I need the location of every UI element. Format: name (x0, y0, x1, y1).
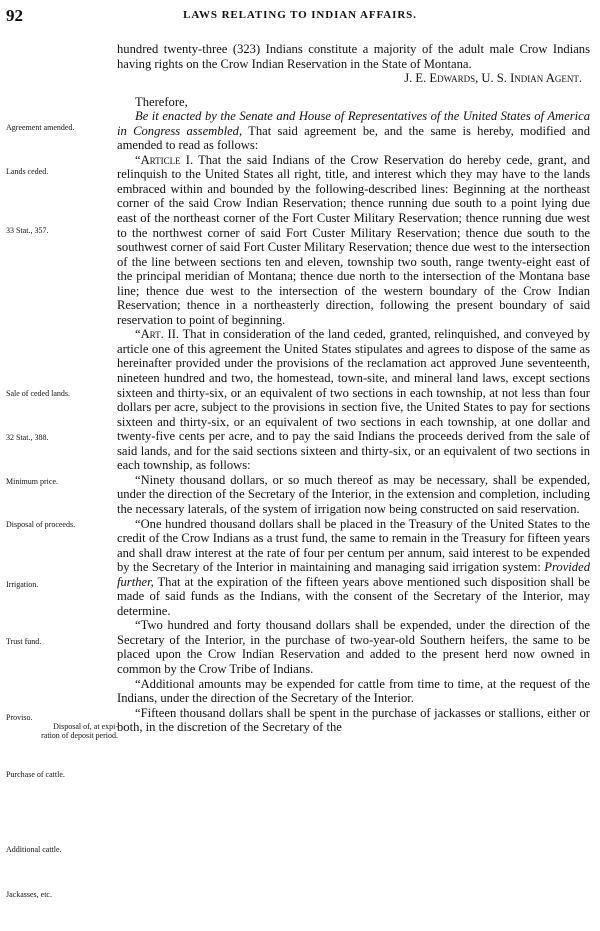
margin-note-sale-of-ceded-lands: Sale of ceded lands. (6, 389, 70, 398)
additional-cattle-paragraph: “Additional amounts may be expended for cattle from time to time, at the request of the Indians, under the direction of the Secretary of the Interior. (117, 676, 590, 706)
margin-note-purchase-of-cattle: Purchase of cattle. (6, 770, 65, 779)
article-two (117, 327, 590, 472)
margin-note-agreement-amended: Agreement amended. (6, 123, 75, 132)
article-one-text: That the said Indians of the Crow Reservation do hereby cede, grant, and relinquish to the United States all right, title, and interest which they may have to the lands embraced within and bounded by the following-described lines: Beginning at the northeast corner of the said Crow Indian Reservation; thence running due south to a point lying due east of the northeast corner of the Fort Custer Military Reservation; thence running due west to the northwest corner of said Fort Custer Military Reservation; thence due south to the southwest corner of said Fort Custer Military Reservation; thence due west to the intersection of the line between sections ten and eleven, township two south, range twenty-eight east of the principal meridian of Montana; thence due north to the intersection of the Montana base line; thence due west to the intersection of the western boundary of the Crow Indian Reservation; thence in a northeasterly direction, following the present boundary of said reservation to point of beginning. (117, 152, 590, 327)
jackasses-paragraph: “Fifteen thousand dollars shall be spent in the purchase of jackasses or stallions, either or both, in the discretion of the Secretary of the (117, 705, 590, 735)
body-text (117, 42, 590, 735)
margin-note-irrigation: Irrigation. (6, 580, 39, 589)
irrigation-paragraph: “Ninety thousand dollars, or so much thereof as may be necessary, shall be expended, under the direction of the Secretary of the Interior, in the extension and completion, including the necessary laterals, of the system of irrigation now being constructed on said reservation. (117, 472, 590, 516)
trust-fund-paragraph (117, 517, 590, 619)
running-header (0, 6, 600, 26)
margin-note-jackasses: Jackasses, etc. (6, 890, 52, 899)
signature-line: J. E. Edwards, U. S. Indian Agent. (404, 71, 582, 86)
article-two-heading: “Art. II. (135, 327, 180, 342)
article-two-text: That in consideration of the land ceded, granted, relinquished, and conveyed by article one of this agreement the United States stipulates and agrees to dispose of the same as hereinafter provided under the provisions of the reclamation act approved June seventeenth, nineteen hundred and two, the homestead, town-site, and mineral land laws, except sections sixteen and thirty-six, or an equivalent of two sections in each township, at not less than four dollars per acre, subject to the provisions in section five, the United States to pay for sections sixteen and thirty-six, or an equivalent of two sections in each township, at one dollar and twenty-five cents per acre, and to pay the said Indians the proceeds derived from the sale of said lands, and for the said sections sixteen and thirty-six, or an equivalent of two sections in each township, as follows: (117, 327, 590, 473)
margin-note-disposal-of-proceeds: Disposal of proceeds. (6, 520, 76, 529)
opening-paragraph: hundred twenty-three (323) Indians constitute a majority of the adult male Crow Indians having rights on the Crow Indian Reservation in the State of Montana. (117, 42, 590, 71)
margin-note-disposal-expiration: Disposal of, at expi- (53, 722, 118, 731)
therefore-line: Therefore, (135, 94, 188, 109)
proviso-italic: Provided further, (117, 560, 590, 589)
margin-note-minimum-price: Minimum price. (6, 477, 58, 486)
margin-note-stat-33: 33 Stat., 357. (6, 226, 49, 235)
margin-note-stat-32: 32 Stat., 388. (6, 433, 49, 442)
running-title: LAWS RELATING TO INDIAN AFFAIRS. (183, 9, 417, 21)
cattle-paragraph: “Two hundred and forty thousand dollars shall be expended, under the direction of the Secretary of the Interior, in the purchase of two-year-old Southern heifers, the same to be placed upon the Crow Indian Reservation and added to the present herd now owned in common by the Crow Tribe of Indians. (117, 618, 590, 676)
page-number: 92 (6, 6, 23, 25)
margin-note-additional-cattle: Additional cattle. (6, 845, 62, 854)
margin-note-lands-ceded: Lands ceded. (6, 167, 49, 176)
trust-fund-text: “One hundred thousand dollars shall be placed in the Treasury of the United States to the credit of the Crow Indians as a trust fund, the same to remain in the Treasury for fifteen years and shall draw interest at the rate of four per centum per annum, said interest to be expended by the Secretary of the Interior in maintaining and managing said irrigation system: (117, 516, 590, 575)
article-one-heading: “Article I. (135, 152, 194, 167)
article-one (117, 153, 590, 328)
enacting-clause (117, 109, 590, 153)
margin-note-trust-fund: Trust fund. (6, 637, 42, 646)
margin-note-deposit-period: ration of deposit period. (41, 731, 118, 740)
proviso-text: That at the expiration of the fifteen years above mentioned such disposition shall be made of said funds as the Indians, with the consent of the Secretary of the Interior, may determine. (117, 574, 590, 618)
margin-note-proviso: Proviso. (6, 713, 33, 722)
enacting-clause-rest: That said agreement be, and the same is hereby, modified and amended to read as follows: (117, 123, 590, 153)
enacting-clause-italic: Be it enacted by the Senate and House of Representatives of the United States of America in Congress assembled, (117, 109, 590, 138)
